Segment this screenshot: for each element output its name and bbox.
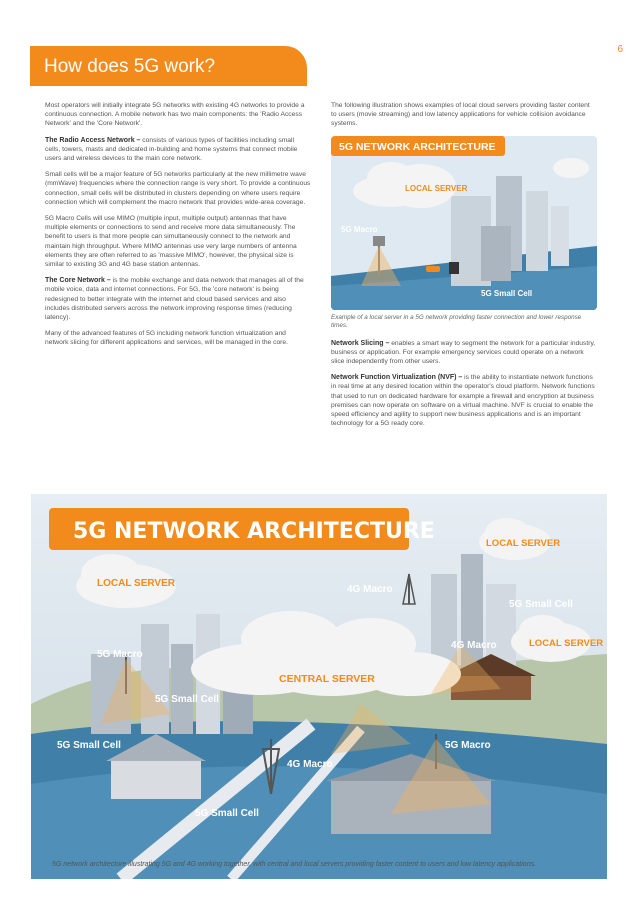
small-smallcell-label: 5G Small Cell — [481, 288, 533, 298]
big-5g-macro-label-left: 5G Macro — [97, 649, 143, 660]
small-figure-caption: Example of a local server in a 5G network providing faster connection and lower response times. — [331, 313, 582, 330]
ran-text: consists of various types of facilities including small cells, towers, masts and dedicated in-building and home systems that connect mobile users and wireless devices to the main core network. — [45, 136, 298, 163]
big-4g-macro-label-top: 4G Macro — [347, 584, 393, 595]
core-text: is the mobile exchange and data network that manages all of the mobile voice, data and internet connections. For 5G, the 'core network' is being redesigned to better integrate with the internet and cloud based services and also includes distributed servers across the network improving response times (reducing latency). — [45, 277, 304, 322]
big-4g-macro-label-center: 4G Macro — [287, 759, 333, 770]
big-4g-macro-label-right: 4G Macro — [451, 640, 497, 651]
big-5g-smallcell-label-right: 5G Small Cell — [509, 599, 573, 610]
big-local-server-label-2: LOCAL SERVER — [486, 538, 561, 549]
nfv-paragraph — [331, 373, 597, 428]
nfv-text: is the ability to instantiate network functions in real time at any desired location within the operator's cloud platform. Network functions that used to run on dedicated hardware for example a firewall and encryption at business premises can now operate on software on a virtual machine. NVF is crucial to enable the speed efficiency and agility to support new business applications and is an important technology for a 5G ready core. — [331, 374, 595, 428]
core-term: The Core Network – — [45, 277, 111, 285]
right-column — [331, 101, 597, 435]
small-local-server-label: LOCAL SERVER — [405, 183, 468, 193]
illustration-intro: The following illustration shows examples of local cloud servers providing faster content to users (movie streaming) and low latency applications for vehicle collision avoidance systems. — [331, 102, 590, 128]
big-architecture-figure — [31, 494, 607, 879]
left-column — [45, 101, 311, 355]
advanced-paragraph: Many of the advanced features of 5G including network function virtualization and network slicing for different applications and services, will be managed in the core. — [45, 330, 288, 347]
big-local-server-label-3: LOCAL SERVER — [529, 638, 604, 649]
big-local-server-label-1: LOCAL SERVER — [97, 578, 175, 589]
page-number: 6 — [617, 44, 623, 55]
big-5g-macro-label-right: 5G Macro — [445, 740, 491, 751]
intro-paragraph: Most operators will initially integrate 5G networks with existing 4G networks to provide a continuous connection. A mobile network has two main components: the 'Radio Access Network' and the 'Core Network'. — [45, 102, 305, 128]
slicing-text: enables a smart way to segment the network for a particular industry, business or application. For example emergency services could operate on a network slice independently from other users. — [331, 339, 596, 366]
section-heading — [30, 46, 307, 86]
slicing-term: Network Slicing – — [331, 339, 390, 347]
slicing-paragraph — [331, 339, 597, 367]
small-macro-label: 5G Macro — [341, 224, 378, 234]
small-cells-paragraph: Small cells will be a major feature of 5G networks particularly at the new millimetre wave (mmWave) frequencies where the connection range is very short. To provide a continuous connection, small cells will be distributed in clusters depending on where users require connection which will complement the macro network that provides wide-area coverage. — [45, 171, 311, 206]
core-paragraph — [45, 276, 311, 322]
big-5g-smallcell-label-bottom: 5G Small Cell — [195, 808, 259, 819]
big-5g-smallcell-label-left: 5G Small Cell — [57, 740, 121, 751]
macro-cells-paragraph: 5G Macro Cells will use MIMO (multiple input, multiple output) antennas that have multiple elements or connections to send and receive more data simultaneously. The benefit to users is that more people can simultaneously connect to the network and maintain high throughput. Where MIMO antennas use very large numbers of antenna elements they are often referred to as 'massive MIMO', however, the physical size is similar to existing 3G and 4G base station antennas. — [45, 215, 297, 269]
big-figure-title: 5G NETWORK ARCHITECTURE — [73, 519, 435, 544]
nfv-term: Network Function Virtualization (NVF) – — [331, 374, 463, 382]
section-title: How does 5G work? — [44, 56, 216, 77]
ran-term: The Radio Access Network – — [45, 136, 141, 144]
ran-paragraph — [45, 136, 311, 164]
small-architecture-figure — [331, 136, 597, 310]
big-figure-caption: 5G network architecture illustrating 5G and 4G working together, with central and local servers providing faster content to users and low latency applications. — [52, 861, 537, 868]
big-5g-smallcell-label-center: 5G Small Cell — [155, 694, 219, 705]
big-central-server-label: CENTRAL SERVER — [279, 673, 375, 685]
small-figure-title: 5G NETWORK ARCHITECTURE — [339, 140, 496, 153]
